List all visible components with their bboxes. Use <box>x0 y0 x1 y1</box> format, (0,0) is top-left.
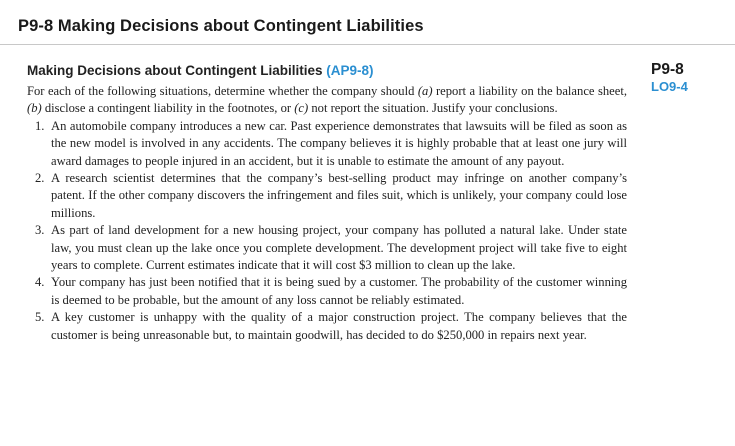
item-number: 4. <box>35 275 45 290</box>
option-a: (a) <box>417 84 433 98</box>
option-c: (c) <box>294 101 309 116</box>
problem-reference: (AP9-8) <box>326 63 374 78</box>
problem-heading <box>27 63 374 78</box>
intro-text-4: not report the situation. Justify your conclusions. <box>308 101 558 116</box>
intro-text-2: report a liability on the balance sheet, <box>432 84 627 98</box>
problem-body <box>27 83 627 344</box>
item-number: 5. <box>35 310 45 325</box>
item-text: A research scientist determines that the company’s best-selling product may infringe on another company’s patent. If the other company discovers the infringement and files suit, which is unlikely, your company could lose millions. <box>51 171 627 220</box>
item-number: 2. <box>35 171 45 186</box>
intro-text-1: For each of the following situations, determine whether the company should <box>27 84 418 98</box>
problem-side-tag <box>651 61 688 95</box>
learning-objective: LO9-4 <box>651 79 688 94</box>
list-item <box>35 274 627 309</box>
problem-number: P9-8 <box>651 61 684 78</box>
situation-list <box>27 118 627 344</box>
item-number: 3. <box>35 223 45 238</box>
problem-heading-text: Making Decisions about Contingent Liabilities <box>27 63 323 78</box>
page-title: P9-8 Making Decisions about Contingent Liabilities <box>18 17 424 35</box>
list-item <box>35 309 627 344</box>
list-item <box>35 118 627 170</box>
list-item <box>35 222 627 274</box>
list-item <box>35 170 627 222</box>
intro-text-3: disclose a contingent liability in the footnotes, or <box>41 101 295 116</box>
item-text: A key customer is unhappy with the quality of a major construction project. The company believes that the customer is being unreasonable but, to maintain goodwill, has decided to do $250,000 in repairs next year. <box>51 310 627 342</box>
option-b: (b) <box>27 101 42 116</box>
item-number: 1. <box>35 118 45 133</box>
item-text: An automobile company introduces a new car. Past experience demonstrates that lawsuits will be filed as soon as the new model is involved in any accidents. The company believes it is highly probable that at least one jury will award damages to people injured in an accident, but it is unable to estimate the amount of any payout. <box>51 118 627 168</box>
problem-intro <box>27 83 627 118</box>
item-text: Your company has just been notified that it is being sued by a customer. The probability of the customer winning is deemed to be probable, but the amount of any loss cannot be reliably estimated. <box>51 275 627 307</box>
title-divider <box>0 44 735 45</box>
item-text: As part of land development for a new housing project, your company has polluted a natural lake. Under state law, you must clean up the lake once you complete development. The development project will take five to eight years to complete. Current estimates indicate that it will cost $3 million to clean up the lake. <box>51 223 627 273</box>
